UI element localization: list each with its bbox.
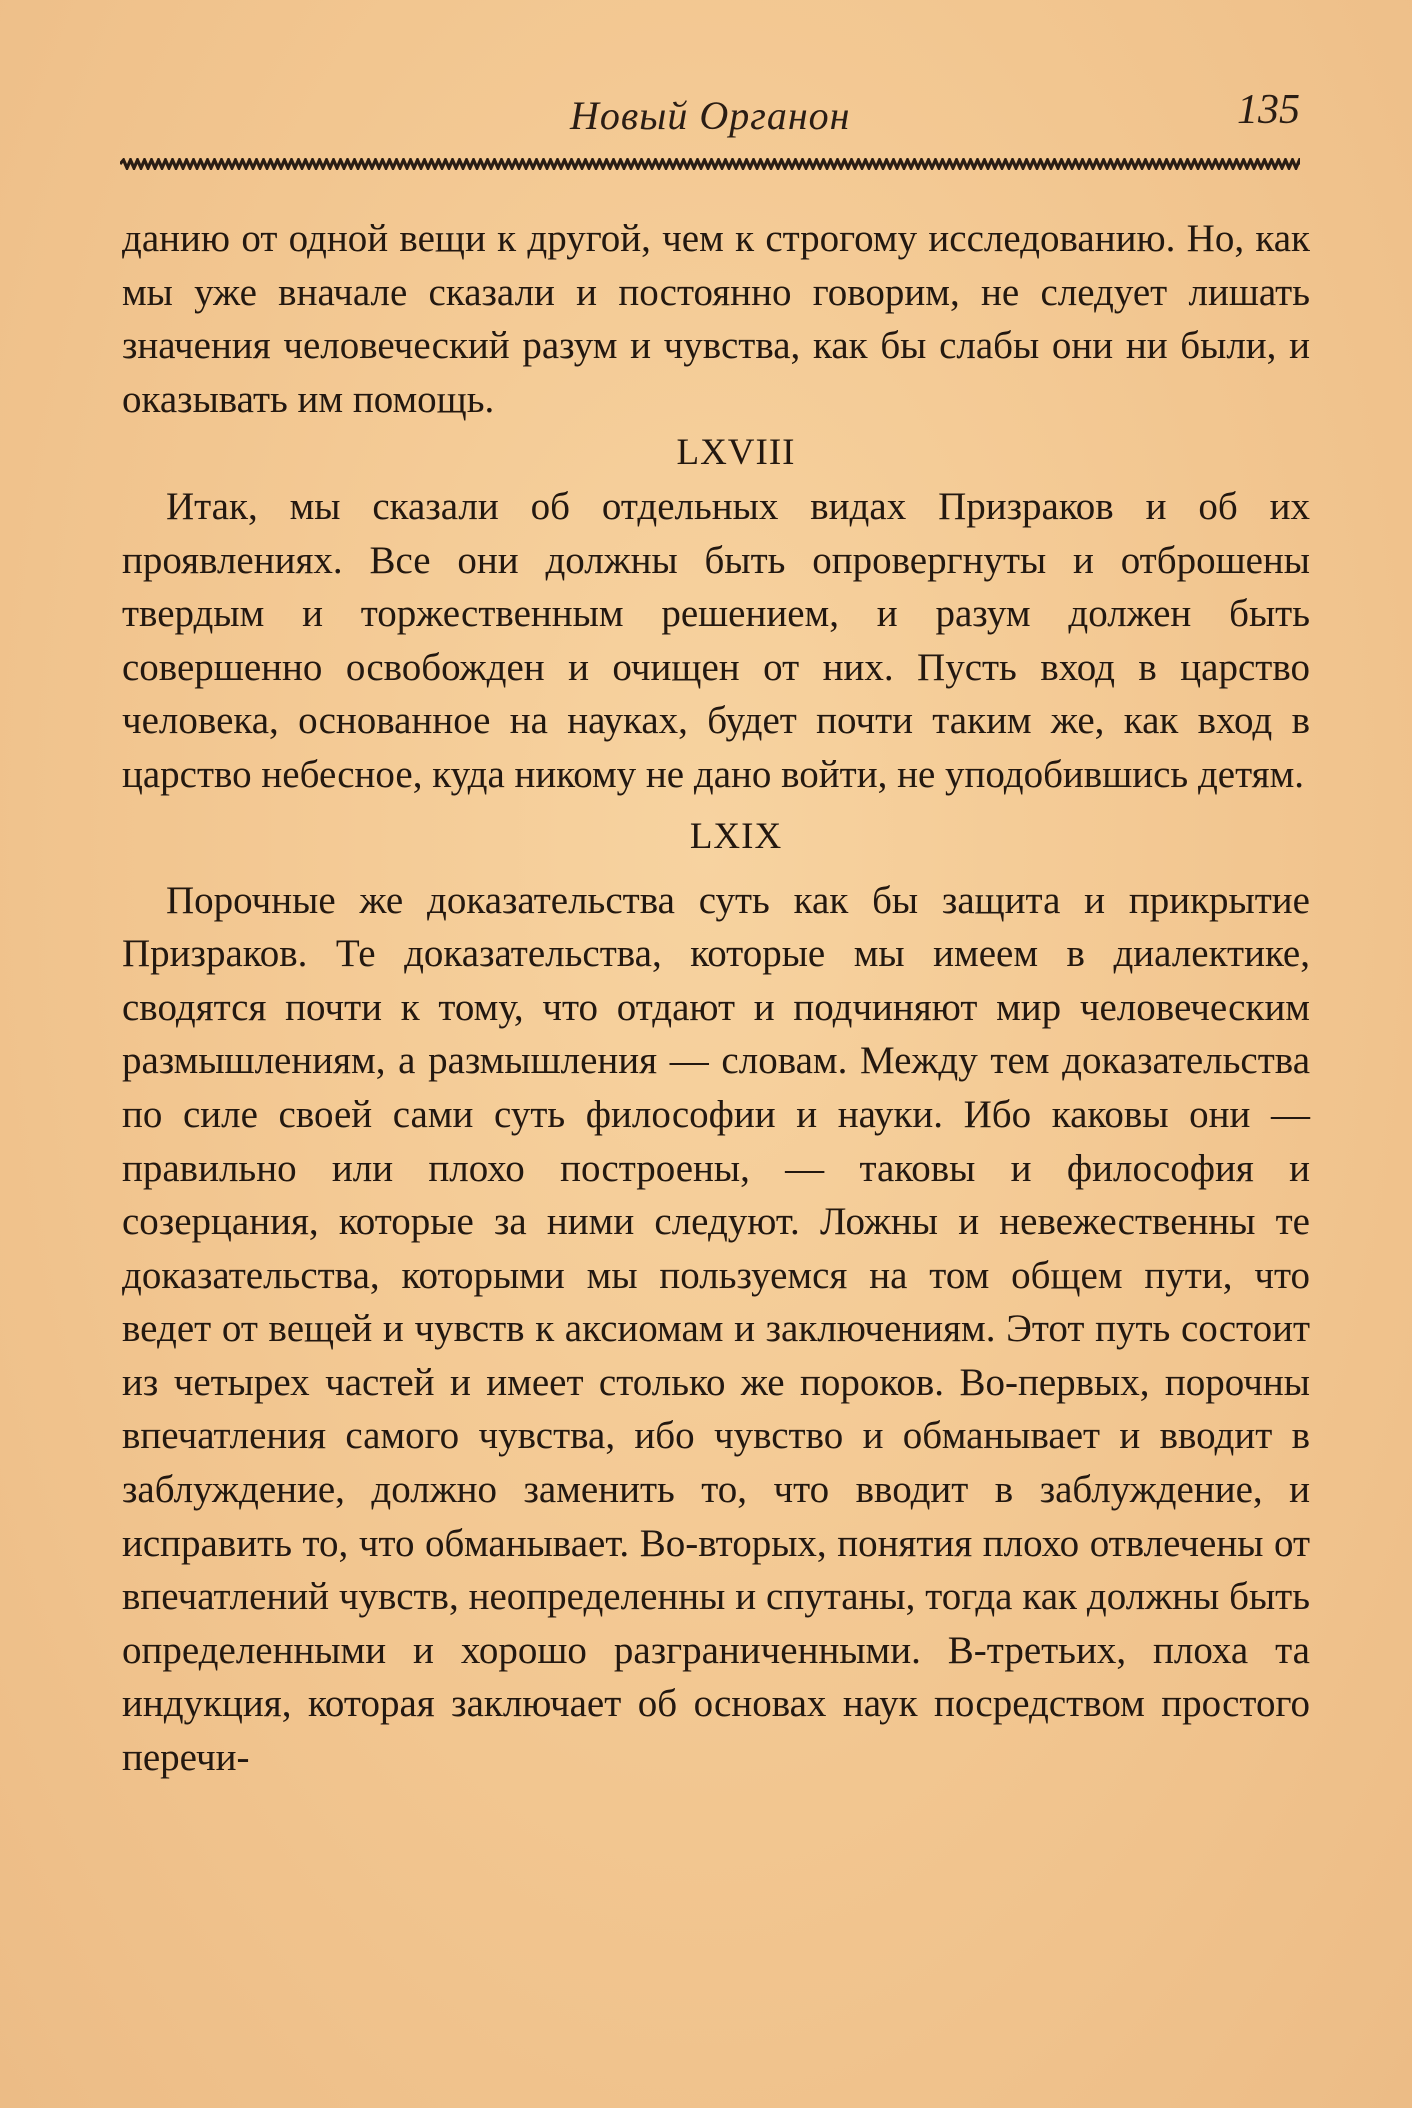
decorative-wavy-rule — [120, 158, 1300, 170]
running-title: Новый Органон — [570, 93, 851, 138]
section-lxviii-paragraph: Итак, мы сказали об отдельных видах Призраков и об их проявлениях. Все они должны быть опровергнуты и отброшены твердым и торжественным решением, и разум должен быть совершенно освобожден и очищен от них. Пусть вход в царство человека, основанное на науках, будет почти таким же, как вход в царство небесное, куда никому не дано войти, не уподобившись детям. — [122, 484, 1310, 796]
section-heading-lxix: LXIX — [689, 815, 783, 857]
continuation-paragraph: данию от одной вещи к другой, чем к строгому исследованию. Но, как мы уже вначале сказали и постоянно говорим, не следует лишать значения человеческий разум и чувства, как бы слабы они ни были, и оказывать им помощь. — [122, 217, 1310, 421]
page-body — [122, 212, 1310, 1785]
page-header — [120, 87, 1300, 152]
page-number: 135 — [1237, 87, 1300, 133]
section-lxix-paragraph: Порочные же доказательства суть как бы защита и прикрытие Призраков. Те доказательства, которые мы имеем в диалектике, сводятся почти к тому, что отдают и подчиняют мир человеческим размышлениям, а размышления — словам. Между тем доказательства по силе своей сами суть философии и науки. Ибо каковы они — правильно или плохо построены, — таковы и философия и созерцания, которые за ними следуют. Ложны и невежественны те доказательства, которыми мы пользуемся на том общем пути, что ведет от вещей и чувств к аксиомам и заключениям. Этот путь состоит из четырех частей и имеет столько же пороков. Во-первых, порочны впечатления самого чувства, ибо чувство и обманывает и вводит в заблуждение, должно заменить то, что вводит в заблуждение, и исправить то, что обманывает. Во-вторых, понятия плохо отвлечены от впечатлений чувств, неопределенны и спутаны, тогда как должны быть определенными и хорошо разграниченными. В-третьих, плоха та индукция, которая заключает об основах наук посредством простого перечи- — [122, 878, 1310, 1780]
section-heading-lxviii: LXVIII — [676, 432, 796, 474]
